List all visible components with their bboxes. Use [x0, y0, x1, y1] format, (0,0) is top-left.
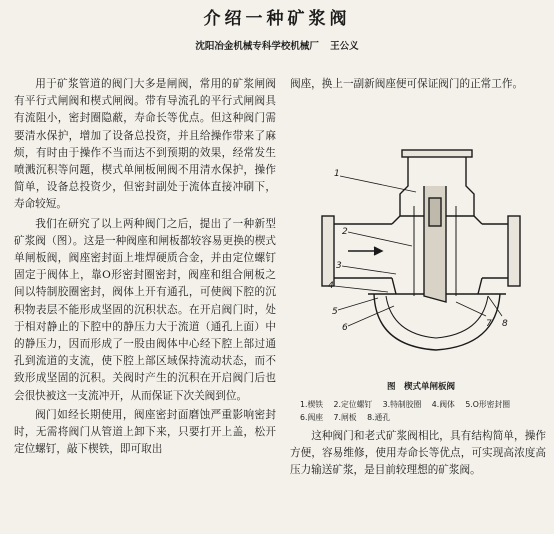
author: 王公义 [330, 41, 359, 52]
figure-legend [300, 398, 546, 424]
legend-item: 4.阀体 [431, 400, 455, 409]
right-column-conclusion [290, 428, 546, 480]
article-title: 介绍一种矿浆阀 [203, 9, 351, 29]
legend-item: 2.定位螺钉 [333, 400, 373, 409]
callout-6: 6 [342, 323, 348, 333]
flow-arrow-head [374, 247, 382, 255]
right-column-continuation: 阀座，换上一副新阀座便可保证阀门的正常工作。 [290, 78, 524, 90]
outlet-pipe [482, 224, 508, 278]
byline [0, 38, 554, 52]
callout-2: 2 [342, 227, 348, 237]
affiliation: 沈阳冶金机械专科学校机械厂 [195, 41, 319, 52]
callout-8: 8 [502, 319, 508, 329]
callout-3: 3 [336, 261, 342, 271]
left-column [14, 76, 276, 458]
legend-item: 7.闸板 [333, 413, 357, 422]
left-flange [322, 216, 334, 286]
legend-item: 1.楔铁 [300, 400, 324, 409]
bonnet-cap [402, 150, 472, 157]
wedge [429, 198, 441, 226]
legend-item: 8.通孔 [367, 413, 391, 422]
legend-item: 3.特制胶圈 [382, 400, 422, 409]
callout-1: 1 [334, 169, 340, 179]
figure-caption: 图 楔式单闸板阀 [386, 382, 455, 392]
chamber-inner [386, 296, 488, 338]
callout-5: 5 [332, 307, 338, 317]
callout-4: 4 [328, 281, 334, 291]
right-flange [508, 216, 520, 286]
paragraph-1: 用于矿浆管道的阀门大多是闸阀，常用的矿浆闸阀有平行式闸阀和楔式闸阀。带有导流孔的平行式闸阀具有流阻小，密封圈隐蔽，寿命长等优点。但这种阀门需要清水保护，增加了设备总投资，并且给操作带来了麻烦，有时由于操作不当而达不到预期的效果，经常发生喷溅沉积等问题，楔式单闸板闸阀不用清水保护，操作简单，设备总投资少，但密封副处于流体直接冲刷下，寿命较短。 [14, 78, 276, 211]
paragraph-2: 我们在研究了以上两种阀门之后，提出了一种新型矿浆阀（图）。这是一种阀座和闸板都较容易更换的楔式单闸板阀，阀座密封面上堆焊硬质合金，并由定位螺钉固定于阀体上，靠O形密封圈密封，阀座和组合闸板之间以特制胶圈密封，阀体上开有通孔，可使阀下腔的沉积物表层不能形成坚固的沉积状态。在开启阀门时，处于相对静止的下腔中的静压力大于流道（通孔上面）中的静压力，因而形成了一股由阀体中心经下腔上部过通孔到流道的支流，使下腔上部区域保持流动状态，而不致形成坚固的沉积。关阀时产生的沉积在开启阀门后也会很快被这一支流冲开，从而保证下次关阀到位。 [14, 217, 276, 402]
valve-diagram [296, 146, 546, 368]
legend-item: 5.O形密封圈 [465, 400, 511, 409]
paragraph-3: 阀门如经长期使用，阀座密封面磨蚀严重影响密封时，无需将阀门从管道上卸下来，只要打开上盖，松开定位螺钉，敲下楔铁，即可取出 [14, 408, 276, 456]
paragraph-4: 这种阀门和老式矿浆阀相比，具有结构简单，操作方便，容易维修，使用寿命长等优点，可实现高浓度高压力输送矿浆，是目前较理想的矿浆阀。 [290, 430, 546, 477]
legend-item: 6.阀座 [300, 413, 324, 422]
callout-7: 7 [486, 319, 492, 329]
